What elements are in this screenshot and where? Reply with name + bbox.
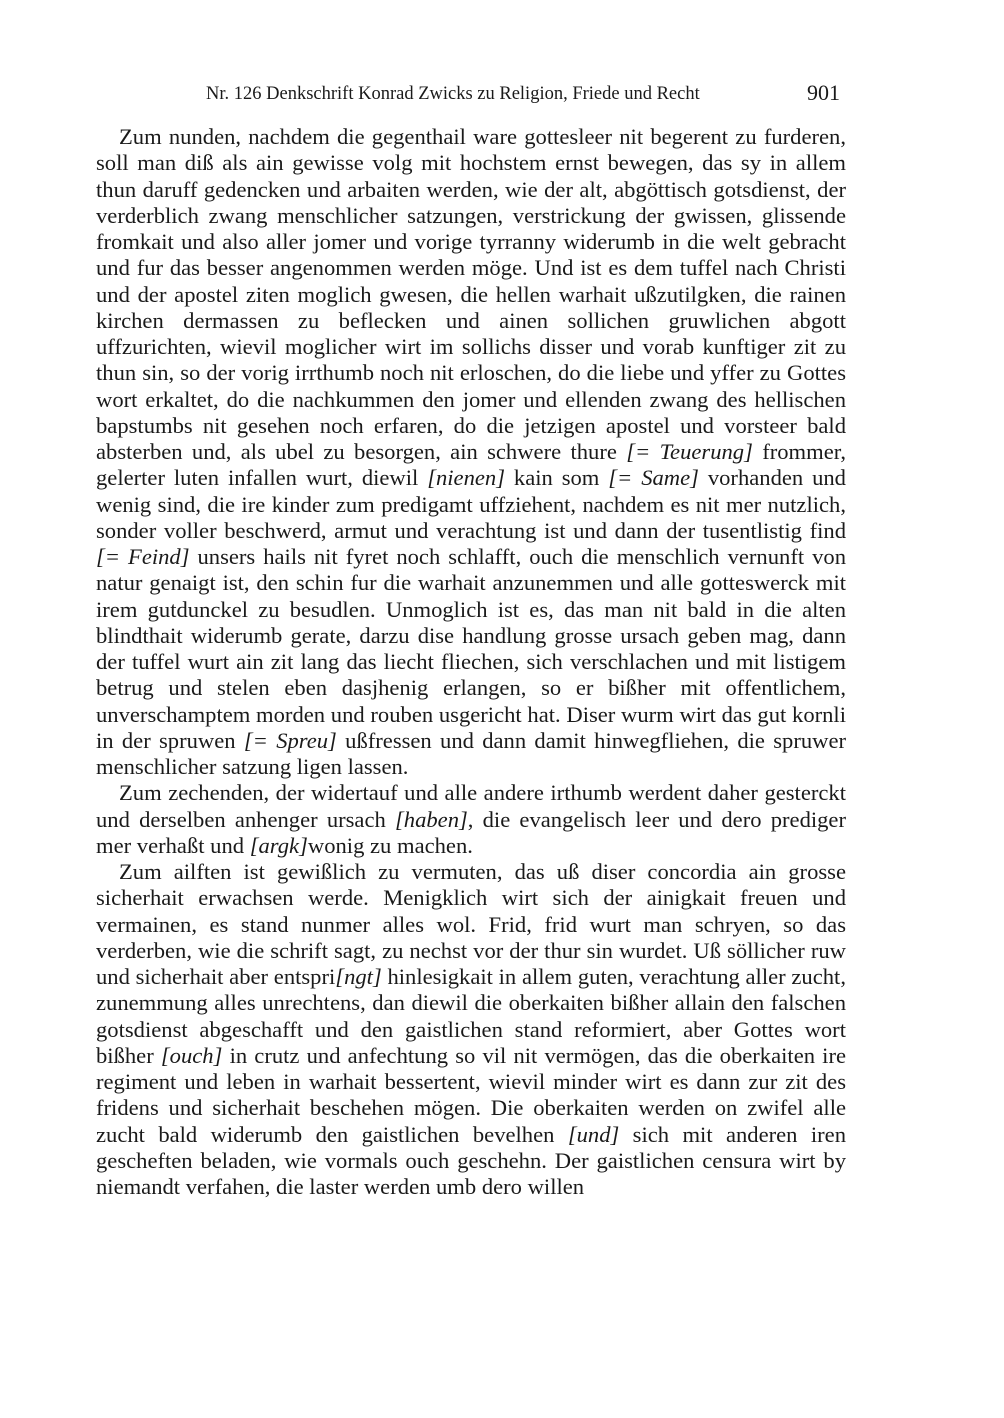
text-segment: frommer, gelerter luten infallen wurt, diewil (96, 439, 847, 491)
paragraph (96, 124, 846, 780)
text-segment: ußfressen und dann damit hinwegfliehen, die spruwer menschlicher satzung ligen lassen. (96, 727, 847, 779)
text-segment: unsers hails nit fyret noch schlafft, ouch die menschlich vernunft von natur genaigt ist, den schin fur die warhait anzunemmen und alle gotteswerck mit irem gutdunckel zu besudlen. Unmoglich ist es, das man nit bald in die alten blindthait widerumb gerate, darzu dise handlung grosse ursach geben mag, dann der tuffel wurt ain zit lang das liecht fliechen, sich verschlachen und mit listigem betrug und stelen eben dasjhenig erlangen, so er bißher mit offentlichem, unverschamptem morden und rouben usgericht hat. Diser wurm wirt das gut kornli in der spruwen (96, 544, 846, 753)
editorial-insertion: [= Feind] (96, 544, 190, 569)
text-segment: Zum nunden, nachdem die gegenthail ware gottesleer nit begerent zu furderen, soll man diß als ain gewisse volg mit hochstem ernst bewegen, das sy in allem thun daruff gedencken und arbaiten werden, wie der alt, abgöttisch gotsdienst, der verderblich zwang menschlicher satzungen, verstrickung der gwissen, glissende fromkait und also aller jomer und vorige tyrranny widerumb in die welt gebracht und fur das besser angenommen werden möge. Und ist es dem tuffel nach Christi und der apostel ziten moglich gwesen, die hellen warhait ußzutilgken, die rainen kirchen dermassen zu beflecken und ainen sollichen gruwlichen abgott uffzurichten, wievil moglicher wirt im sollichs disser und vorab kunftiger zit zu thun sin, so der vorig irrthumb noch nit erloschen, do die liebe und yffer zu Gottes wort erkaltet, do die nachkummen den jomer und ellenden zwang des hellischen bapstumbs nit gesehen noch erfaren, do die jetzigen apostel und vorsteer bald absterben und, als ubel zu besorgen, ain schwere thure (96, 124, 846, 464)
editorial-insertion: [und] (567, 1121, 620, 1147)
text-segment: hinlesigkait in allem guten, verachtung aller zucht, zunemmung alles unrechtens, dan diewil die oberkaiten bißher allain den falschen gotsdienst abgeschafft und den gaistlichen stand reformiert, aber Gottes wort bißher (96, 964, 846, 1068)
editorial-insertion: [haben] (394, 806, 468, 832)
text-segment: wonig zu machen. (307, 832, 473, 858)
text-segment: kain som (505, 465, 609, 491)
text-segment: Zum zechenden, der widertauf und alle andere irthumb werdent daher gesterckt und derselben anhenger ursach (96, 780, 846, 832)
editorial-insertion: [ngt] (335, 964, 382, 989)
editorial-insertion: [= Teuerung] (626, 439, 753, 464)
editorial-insertion: [= Same] (608, 465, 699, 491)
text-segment: Zum ailften ist gewißlich zu vermuten, das uß diser concordia ain grosse sicherhait erwachsen werde. Menigklich wirt sich der ainigkait freuen und vermainen, es stand nunmer alles wol. Frid, frid wurt man schryen, so das verderben, wie die schrift sagt, zu nechst vor der thur sin wurdet. Uß söllicher ruw und sicherhait aber entspri (96, 859, 846, 989)
paragraph (96, 859, 846, 1200)
editorial-insertion: [nienen] (427, 465, 505, 491)
editorial-insertion: [= Spreu] (243, 727, 337, 753)
body-text (96, 124, 846, 1200)
text-segment: vorhanden und wenig sind, die ire kinder zum predigamt uffziehent, nachdem es nit mer nutzlich, sonder voller beschwerd, armut und verachtung ist und dann der tusentlistig find (96, 465, 846, 543)
text-segment: , die evangelisch leer und dero prediger mer verhaßt und (96, 806, 846, 858)
editorial-insertion: [ouch] (160, 1042, 223, 1068)
running-header (96, 80, 846, 108)
page-number: 901 (807, 80, 840, 105)
editorial-insertion: [argk] (249, 832, 308, 858)
text-segment: in crutz und anfechtung so vil nit vermögen, das die oberkaiten ire regiment und leben in warhait bessertent, wievil minder wirt es dann zur zit des fridens und sicherhait beschehen mögen. Die oberkaiten werden on zwifel alle zucht bald widerumb den gaistlichen bevelhen (96, 1042, 847, 1147)
running-title: Nr. 126 Denkschrift Konrad Zwicks zu Religion, Friede und Recht (206, 84, 700, 104)
paragraph (96, 780, 846, 859)
text-segment: sich mit anderen iren gescheften beladen, wie vormals ouch geschehn. Der gaistlichen censura wirt by niemandt verfahen, die laster werden umb dero willen (96, 1121, 846, 1199)
